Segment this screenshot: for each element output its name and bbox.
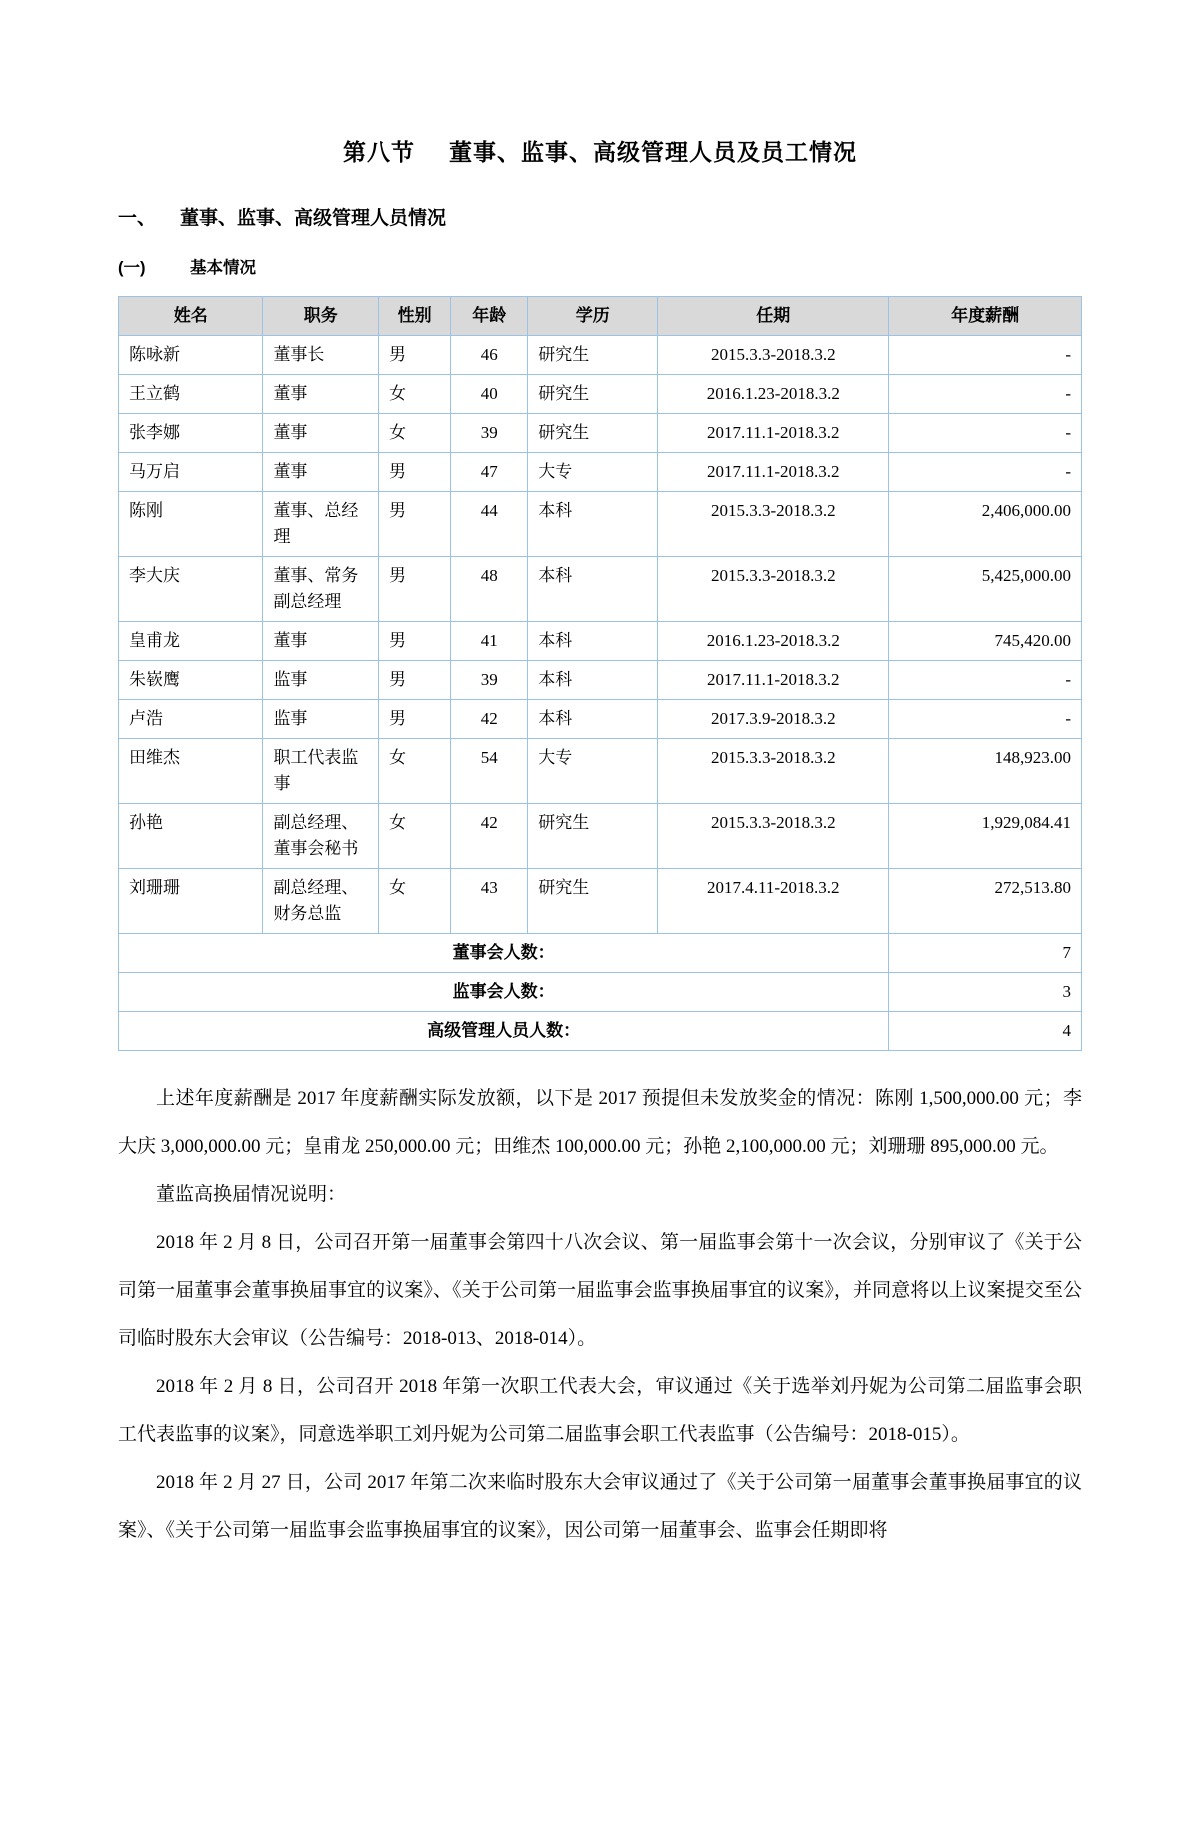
table-cell: 李大庆 — [119, 557, 263, 622]
table-cell: 2015.3.3-2018.3.2 — [658, 739, 889, 804]
table-cell: 2015.3.3-2018.3.2 — [658, 336, 889, 375]
summary-row — [119, 934, 1082, 973]
table-row — [119, 375, 1082, 414]
table-row — [119, 557, 1082, 622]
table-cell: 陈刚 — [119, 492, 263, 557]
header-row — [119, 297, 1082, 336]
table-cell: 本科 — [528, 700, 658, 739]
table-cell: 本科 — [528, 492, 658, 557]
table-cell: 女 — [378, 414, 450, 453]
table-cell: 大专 — [528, 739, 658, 804]
table-cell: 男 — [378, 336, 450, 375]
body-text-block — [118, 1075, 1082, 1555]
table-cell: - — [889, 414, 1082, 453]
document-page — [0, 134, 1200, 1555]
table-cell: 40 — [451, 375, 528, 414]
table-cell: 男 — [378, 622, 450, 661]
table-cell: 董事、常务副总经理 — [263, 557, 379, 622]
table-cell: 董事 — [263, 414, 379, 453]
table-cell: 男 — [378, 700, 450, 739]
table-cell: 王立鹤 — [119, 375, 263, 414]
summary-row — [119, 973, 1082, 1012]
table-cell: 男 — [378, 661, 450, 700]
table-cell: 职工代表监事 — [263, 739, 379, 804]
table-cell: 卢浩 — [119, 700, 263, 739]
table-row — [119, 453, 1082, 492]
table-cell: 男 — [378, 492, 450, 557]
table-cell: 本科 — [528, 557, 658, 622]
table-cell: 2017.11.1-2018.3.2 — [658, 414, 889, 453]
table-cell: - — [889, 336, 1082, 375]
table-cell: 2,406,000.00 — [889, 492, 1082, 557]
table-cell: 大专 — [528, 453, 658, 492]
table-cell: 研究生 — [528, 414, 658, 453]
section-number: 一、 — [118, 208, 157, 229]
column-header: 性别 — [378, 297, 450, 336]
table-cell: 2017.3.9-2018.3.2 — [658, 700, 889, 739]
table-cell: 本科 — [528, 661, 658, 700]
table-cell: 本科 — [528, 622, 658, 661]
table-cell: 148,923.00 — [889, 739, 1082, 804]
table-cell: 副总经理、董事会秘书 — [263, 804, 379, 869]
table-cell: 孙艳 — [119, 804, 263, 869]
table-body — [119, 336, 1082, 1051]
table-cell: 男 — [378, 557, 450, 622]
table-cell: 39 — [451, 414, 528, 453]
summary-label: 董事会人数： — [119, 934, 889, 973]
summary-label: 高级管理人员人数： — [119, 1012, 889, 1051]
table-cell: 2016.1.23-2018.3.2 — [658, 375, 889, 414]
table-cell: 2015.3.3-2018.3.2 — [658, 804, 889, 869]
table-cell: 研究生 — [528, 375, 658, 414]
table-row — [119, 336, 1082, 375]
summary-row — [119, 1012, 1082, 1051]
table-cell: 46 — [451, 336, 528, 375]
page-title-text: 董事、监事、高级管理人员及员工情况 — [449, 139, 857, 165]
table-cell: 女 — [378, 869, 450, 934]
table-cell: 副总经理、财务总监 — [263, 869, 379, 934]
subsection-heading — [118, 254, 1082, 278]
table-cell: 女 — [378, 804, 450, 869]
table-cell: 监事 — [263, 661, 379, 700]
table-cell: 刘珊珊 — [119, 869, 263, 934]
table-cell: 47 — [451, 453, 528, 492]
table-cell: 董事 — [263, 453, 379, 492]
table-cell: 监事 — [263, 700, 379, 739]
table-row — [119, 622, 1082, 661]
summary-label: 监事会人数： — [119, 973, 889, 1012]
table-cell: 男 — [378, 453, 450, 492]
paragraph-reelection-heading: 董监高换届情况说明： — [156, 1184, 347, 1205]
table-row — [119, 869, 1082, 934]
section-heading — [118, 203, 1082, 230]
table-cell: 2016.1.23-2018.3.2 — [658, 622, 889, 661]
table-cell: 董事 — [263, 375, 379, 414]
table-cell: 董事 — [263, 622, 379, 661]
table-cell: - — [889, 661, 1082, 700]
table-cell: 39 — [451, 661, 528, 700]
page-title-chapter: 第八节 — [343, 139, 415, 165]
page-title — [118, 134, 1082, 167]
column-header: 姓名 — [119, 297, 263, 336]
paragraph-board-meeting: 2018 年 2 月 8 日，公司召开第一届董事会第四十八次会议、第一届监事会第十一次会议，分别审议了《关于公司第一届董事会董事换届事宜的议案》、《关于公司第一届监事会监事换届事宜的议案》，并同意将以上议案提交至公司临时股东大会审议（公告编号：2018-013、2018-014）。 — [118, 1232, 1082, 1349]
table-cell: 54 — [451, 739, 528, 804]
table-cell: 董事、总经理 — [263, 492, 379, 557]
table-cell: 田维杰 — [119, 739, 263, 804]
table-cell: 研究生 — [528, 804, 658, 869]
table-row — [119, 661, 1082, 700]
table-cell: 272,513.80 — [889, 869, 1082, 934]
paragraph-salary-note: 上述年度薪酬是 2017 年度薪酬实际发放额，以下是 2017 预提但未发放奖金的情况：陈刚 1,500,000.00 元；李大庆 3,000,000.00 元；皇甫龙 250,000.00 元；田维杰 100,000.00 元；孙艳 2,100,000.00 元；刘珊珊 895,000.00 元。 — [118, 1088, 1082, 1157]
table-cell: 董事长 — [263, 336, 379, 375]
table-cell: 张李娜 — [119, 414, 263, 453]
paragraph-staff-congress: 2018 年 2 月 8 日，公司召开 2018 年第一次职工代表大会，审议通过《关于选举刘丹妮为公司第二届监事会职工代表监事的议案》，同意选举职工刘丹妮为公司第二届监事会职工代表监事（公告编号：2018-015）。 — [118, 1376, 1082, 1445]
column-header: 任期 — [658, 297, 889, 336]
table-cell: - — [889, 375, 1082, 414]
table-cell: 陈咏新 — [119, 336, 263, 375]
table-cell: 5,425,000.00 — [889, 557, 1082, 622]
table-row — [119, 739, 1082, 804]
table-cell: 女 — [378, 739, 450, 804]
column-header: 学历 — [528, 297, 658, 336]
table-cell: 2015.3.3-2018.3.2 — [658, 557, 889, 622]
subsection-number: (一) — [118, 259, 146, 277]
column-header: 年度薪酬 — [889, 297, 1082, 336]
section-title: 董事、监事、高级管理人员情况 — [180, 208, 447, 229]
column-header: 职务 — [263, 297, 379, 336]
table-cell: 2015.3.3-2018.3.2 — [658, 492, 889, 557]
table-cell: 2017.11.1-2018.3.2 — [658, 661, 889, 700]
subsection-title: 基本情况 — [190, 259, 256, 277]
table-row — [119, 414, 1082, 453]
table-cell: 皇甫龙 — [119, 622, 263, 661]
column-header: 年龄 — [451, 297, 528, 336]
table-cell: 42 — [451, 700, 528, 739]
table-header-row — [119, 297, 1082, 336]
summary-value: 4 — [889, 1012, 1082, 1051]
summary-value: 3 — [889, 973, 1082, 1012]
table-cell: 43 — [451, 869, 528, 934]
table-cell: 研究生 — [528, 336, 658, 375]
table-cell: 745,420.00 — [889, 622, 1082, 661]
management-basic-info-table — [118, 296, 1082, 1051]
paragraph-shareholder-meeting: 2018 年 2 月 27 日，公司 2017 年第二次来临时股东大会审议通过了《关于公司第一届董事会董事换届事宜的议案》、《关于公司第一届监事会监事换届事宜的议案》，因公司第一届董事会、监事会任期即将 — [118, 1472, 1082, 1541]
table-cell: 41 — [451, 622, 528, 661]
table-cell: - — [889, 700, 1082, 739]
table-cell: 44 — [451, 492, 528, 557]
table-cell: 2017.11.1-2018.3.2 — [658, 453, 889, 492]
table-cell: 2017.4.11-2018.3.2 — [658, 869, 889, 934]
table-row — [119, 804, 1082, 869]
table-cell: 马万启 — [119, 453, 263, 492]
summary-value: 7 — [889, 934, 1082, 973]
table-cell: 42 — [451, 804, 528, 869]
table-row — [119, 700, 1082, 739]
table-cell: - — [889, 453, 1082, 492]
table-cell: 48 — [451, 557, 528, 622]
table-row — [119, 492, 1082, 557]
table-cell: 研究生 — [528, 869, 658, 934]
table-cell: 女 — [378, 375, 450, 414]
table-cell: 1,929,084.41 — [889, 804, 1082, 869]
table-cell: 朱嵚鹰 — [119, 661, 263, 700]
